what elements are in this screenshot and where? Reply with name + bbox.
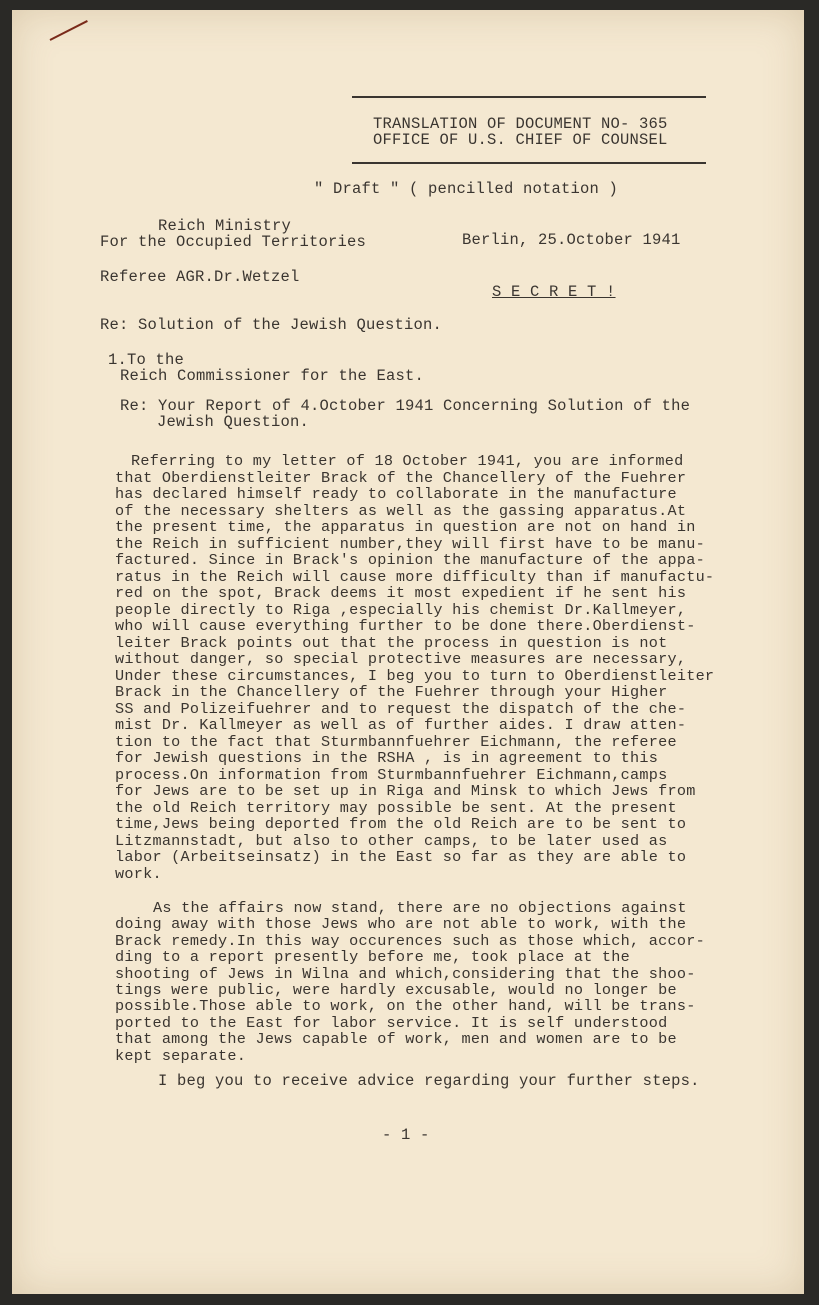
referee-line: Referee AGR.Dr.Wetzel [100,268,300,286]
paragraph-line: possible.Those able to work, on the other hand, will be trans- [115,997,696,1016]
paragraph-2 [115,900,705,1064]
recipient-line-1: 1.To the [108,351,185,369]
paragraph-line: that Oberdienstleiter Brack of the Chancellery of the Fuehrer [115,468,687,487]
paragraph-line: ported to the East for labor service. It is self understood [115,1013,668,1032]
reference-line-2: Jewish Question. [157,413,310,431]
header-line-2: OFFICE OF U.S. CHIEF OF COUNSEL [373,131,668,149]
pencil-mark [50,20,88,41]
paragraph-line: ding to a report presently before me, took place at the [115,948,631,967]
paragraph-line: leiter Brack points out that the process in question is not [115,633,668,652]
page-number: - 1 - [382,1126,430,1144]
paragraph-line: Litzmannstadt, but also to other camps, to be later used as [115,831,668,850]
paragraph-line: that among the Jews capable of work, men and women are to be [115,1030,677,1049]
paragraph-line: As the affairs now stand, there are no objections against [153,899,687,917]
paragraph-line: people directly to Riga ,especially his chemist Dr.Kallmeyer, [115,600,687,619]
paragraph-line: factured. Since in Brack's opinion the manufacture of the appa- [115,551,705,569]
reference-line-1: Re: Your Report of 4.October 1941 Concerning Solution of the [120,397,691,415]
document-page [12,10,804,1294]
place-date: Berlin, 25.October 1941 [462,231,681,249]
paragraph-line: red on the spot, Brack deems it most expedient if he sent his [115,584,687,602]
sender-line-1: Reich Ministry [158,217,292,235]
sender-line-2: For the Occupied Territories [100,233,367,251]
paragraph-line: of the necessary shelters as well as the gassing apparatus.At [115,501,687,520]
paragraph-line: the old Reich territory may possible be sent. At the present [115,798,677,817]
paragraph-line: Brack in the Chancellery of the Fuehrer through your Higher [115,683,668,701]
paragraph-line: tion to the fact that Sturmbannfuehrer Eichmann, the referee [115,732,677,751]
header-top-rule [352,96,706,98]
paragraph-line: work. [115,864,162,883]
paragraph-line: Referring to my letter of 18 October 1941, you are informed [131,452,684,470]
header-line-1: TRANSLATION OF DOCUMENT NO- 365 [373,115,668,133]
paragraph-line: without danger, so special protective measures are necessary, [115,650,687,668]
paragraph-line: for Jews are to be set up in Riga and Minsk to which Jews from [115,782,696,800]
paragraph-line: labor (Arbeitseinsatz) in the East so far as they are able to [115,848,687,866]
header-bottom-rule [352,162,706,164]
paragraph-line: SS and Polizeifuehrer and to request the dispatch of the che- [115,699,687,718]
paragraph-line: process.On information from Sturmbannfuehrer Eichmann,camps [115,765,668,784]
paragraph-line: Brack remedy.In this way occurences such as those which, accor- [115,931,705,950]
paragraph-line: ratus in the Reich will cause more difficulty than if manufactu- [115,567,715,586]
recipient-line-2: Reich Commissioner for the East. [120,367,425,385]
paragraph-line: who will cause everything further to be done there.Oberdienst- [115,617,696,635]
paragraph-line: Under these circumstances, I beg you to turn to Oberdienstleiter [115,666,715,685]
paragraph-line: time,Jews being deported from the old Reich are to be sent to [115,815,687,833]
draft-notation: " Draft " ( pencilled notation ) [314,180,619,198]
subject-line: Re: Solution of the Jewish Question. [100,316,443,334]
paragraph-line: kept separate. [115,1046,247,1065]
paragraph-line: mist Dr. Kallmeyer as well as of further aides. I draw atten- [115,716,687,734]
paragraph-line: tings were public, were hardly excusable, would no longer be [115,980,677,999]
paragraph-line: for Jewish questions in the RSHA , is in agreement to this [115,749,659,767]
paragraph-line: the present time, the apparatus in question are not on hand in [115,518,696,536]
closing-request: I beg you to receive advice regarding your further steps. [158,1072,700,1090]
paragraph-line: the Reich in sufficient number,they will first have to be manu- [115,534,705,553]
paragraph-line: shooting of Jews in Wilna and which,considering that the shoo- [115,964,696,983]
paragraph-line: has declared himself ready to collaborate in the manufacture [115,485,677,503]
paragraph-1 [115,453,714,882]
classification-secret: S E C R E T ! [492,283,616,301]
paragraph-line: doing away with those Jews who are not able to work, with the [115,915,687,934]
